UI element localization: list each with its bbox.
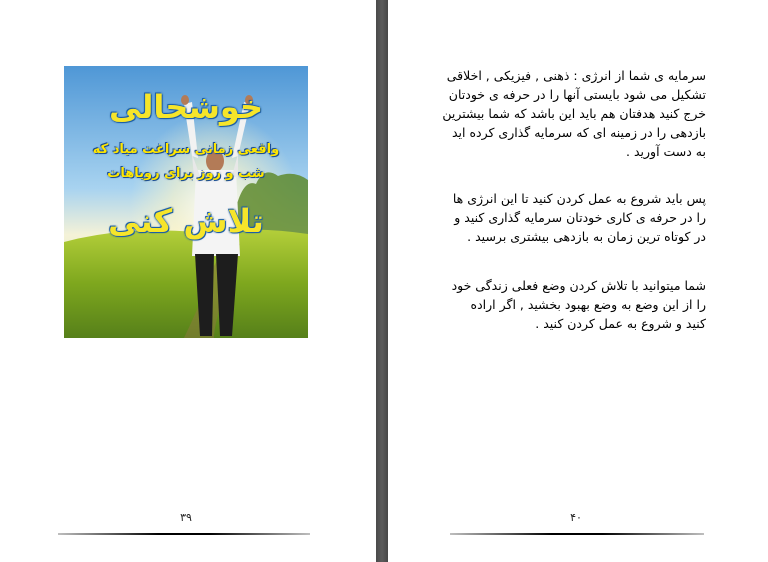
cover-title: خوشحالی xyxy=(108,88,264,126)
cover-bottom-title: تلاش کنی xyxy=(108,202,264,240)
right-page xyxy=(388,0,768,562)
cover-subtitle-line-2: شب و روز برای رویاهات xyxy=(107,166,265,181)
book-spine xyxy=(376,0,388,562)
paragraph-line: در کوتاه ترین زمان به بازدهی بیشتری برسید . xyxy=(467,229,706,244)
paragraph-line: را در حرفه ی کاری خودتان سرمایه گذاری کنید و xyxy=(454,210,706,225)
paragraph-1 xyxy=(442,66,706,161)
page-number-left: ۳۹ xyxy=(180,511,192,524)
paragraph-line: کنید و شروع به عمل کردن کنید . xyxy=(535,316,706,331)
cover-subtitle-line-1: واقعی زمانی سراغت میاد که xyxy=(92,142,280,157)
paragraph-line: شما میتوانید با تلاش کردن وضع فعلی زندگی خود xyxy=(451,278,706,293)
footer-rule-left xyxy=(58,533,310,535)
paragraph-3 xyxy=(450,276,706,333)
left-page xyxy=(0,0,376,562)
footer-rule-right xyxy=(450,533,704,535)
paragraph-line: تشکیل می شود بایستی آنها را در حرفه ی خودتان xyxy=(448,87,706,102)
paragraph-2 xyxy=(450,189,706,246)
paragraph-line: خرج کنید هدفتان هم باید این باشد که شما بیشترین xyxy=(442,106,706,121)
paragraph-line: سرمایه ی شما از انرژی : ذهنی , فیزیکی , اخلاقی xyxy=(446,68,706,83)
page-number-right: ۴۰ xyxy=(570,511,582,524)
paragraph-line: پس باید شروع به عمل کردن کنید تا این انرژی ها xyxy=(452,191,706,206)
paragraph-line: به دست آورید . xyxy=(626,144,706,159)
paragraph-line: بازدهی را در زمینه ای که سرمایه گذاری کرده اید xyxy=(452,125,706,140)
cover-image xyxy=(64,66,308,338)
paragraph-line: را از این وضع به وضع بهبود بخشید , اگر اراده xyxy=(470,297,706,312)
